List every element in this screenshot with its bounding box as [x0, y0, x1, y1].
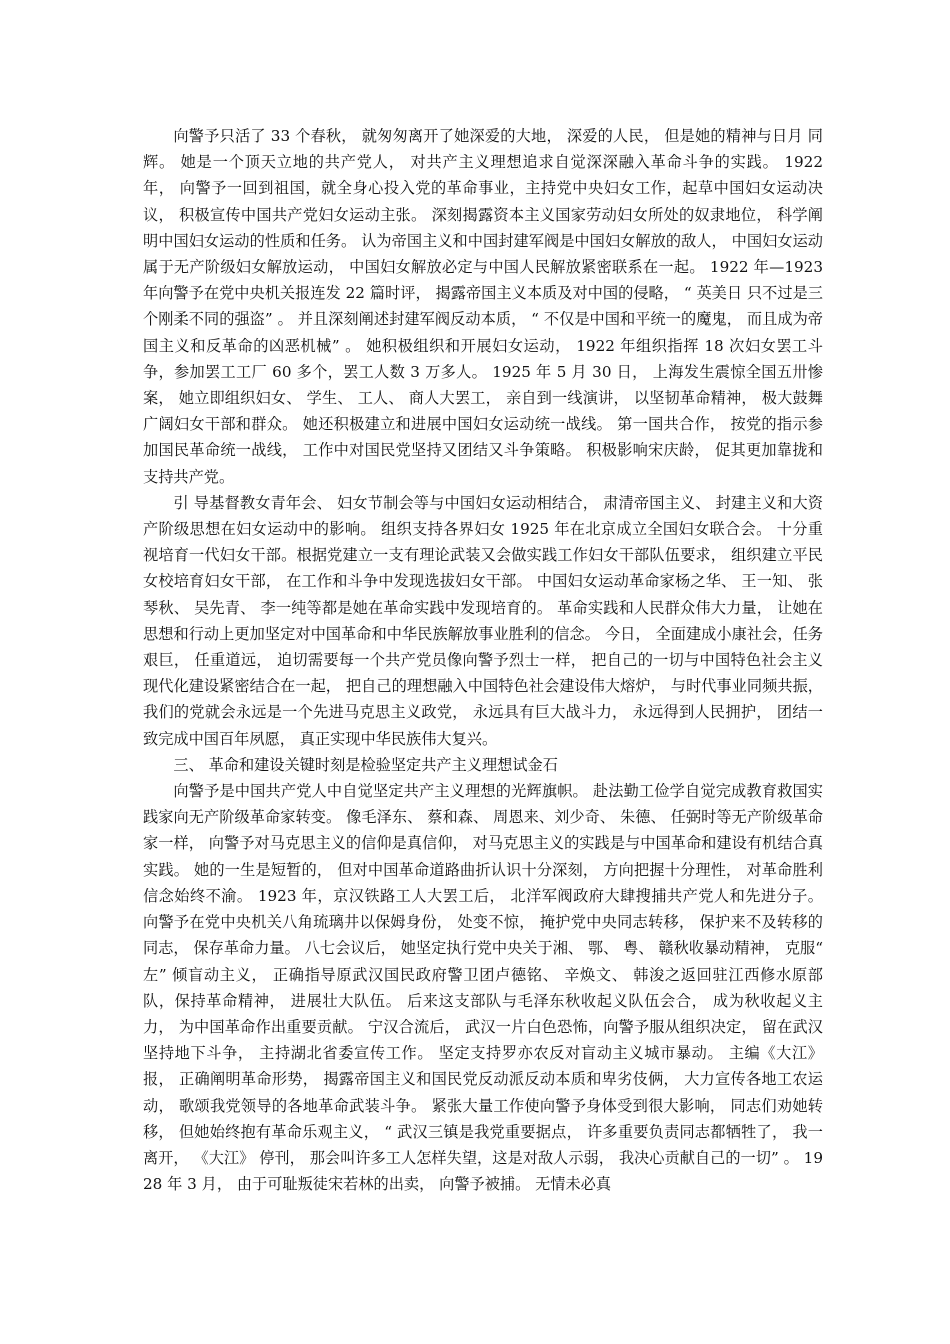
- document-page: [143, 123, 823, 1197]
- paragraph-1: 向警予只活了 33 个春秋， 就匆匆离开了她深爱的大地， 深爱的人民， 但是她的精神与日月 同辉。 她是一个顶天立地的共产党人， 对共产主义理想追求自觉深深融入革命斗争的实践。 1922 年， 向警予一回到祖国，就全身心投入党的革命事业，主持党中央妇女工作，起草中国妇女运动决议， 积极宣传中国共产党妇女运动主张。 深刻揭露资本主义国家劳动妇女所处的奴隶地位， 科学阐明中国妇女运动的性质和任务。 认为帝国主义和中国封建军阀是中国妇女解放的敌人， 中国妇女运动属于无产阶级妇女解放运动， 中国妇女解放必定与中国人民解放紧密联系在一起。 1922 年—1923 年向警予在党中央机关报连发 22 篇时评， 揭露帝国主义本质及对中国的侵略， “ 英美日 只不过是三个刚柔不同的强盗” 。 并且深刻阐述封建军阀反动本质， “ 不仅是中国和平统一的魔鬼， 而且成为帝国主义和反革命的凶恶机械” 。 她积极组织和开展妇女运动， 1922 年组织指挥 18 次妇女罢工斗争，参加罢工工厂 60 多个，罢工人数 3 万多人。 1925 年 5 月 30 日， 上海发生震惊全国五卅惨案， 她立即组织妇女、 学生、 工人、 商人大罢工， 亲自到一线演讲， 以坚韧革命精神， 极大鼓舞广阔妇女干部和群众。 她还积极建立和进展中国妇女运动统一战线。 第一国共合作， 按党的指示参加国民革命统一战线， 工作中对国民党坚持又团结又斗争策略。 积极影响宋庆龄， 促其更加靠拢和支持共产党。: [143, 127, 823, 486]
- section-heading: 三、 革命和建设关键时刻是检验坚定共产主义理想试金石: [173, 755, 558, 774]
- paragraph-2: 引 导基督教女青年会、 妇女节制会等与中国妇女运动相结合， 肃清帝国主义、 封建主义和大资产阶级思想在妇女运动中的影响。 组织支持各界妇女 1925 年在北京成立全国妇女联合会。 十分重视培育一代妇女干部。根据党建立一支有理论武装又会做实践工作妇女干部队伍要求， 组织建立平民女校培育妇女干部， 在工作和斗争中发现选拔妇女干部。 中国妇女运动革命家杨之华、 王一知、 张琴秋、 吴先青、 李一纯等都是她在革命实践中发现培育的。 革命实践和人民群众伟大力量， 让她在思想和行动上更加坚定对中国革命和中华民族解放事业胜利的信念。 今日， 全面建成小康社会，任务艰巨， 任重道远， 迫切需要每一个共产党员像向警予烈士一样， 把自己的一切与中国特色社会主义现代化建设紧密结合在一起， 把自己的理想融入中国特色社会建设伟大熔炉， 与时代事业同频共振， 我们的党就会永远是一个先进马克思主义政党， 永远具有巨大战斗力， 永远得到人民拥护， 团结一致完成中国百年夙愿， 真正实现中华民族伟大复兴。: [143, 493, 823, 748]
- paragraph-3: 向警予是中国共产党人中自觉坚定共产主义理想的光辉旗帜。 赴法勤工俭学自觉完成教育救国实践家向无产阶级革命家转变。 像毛泽东、 蔡和森、 周恩来、刘少奇、 朱德、 任弼时等无产阶级革命家一样， 向警予对马克思主义的信仰是真信仰， 对马克思主义的实践是与中国革命和建设有机结合真实践。 她的一生是短暂的， 但对中国革命道路曲折认识十分深刻， 方向把握十分理性， 对革命胜利信念始终不渝。 1923 年，京汉铁路工人大罢工后， 北洋军阀政府大肆搜捕共产党人和先进分子。 向警予在党中央机关八角琉璃井以保姆身份， 处变不惊， 掩护党中央同志转移， 保护来不及转移的同志， 保存革命力量。 八七会议后， 她坚定执行党中央关于湘、 鄂、 粤、 赣秋收暴动精神， 克服“ 左” 倾盲动主义， 正确指导原武汉国民政府警卫团卢德铭、 辛焕文、 韩浚之返回驻江西修水原部队，保持革命精神， 进展壮大队伍。 后来这支部队与毛泽东秋收起义队伍会合， 成为秋收起义主力， 为中国革命作出重要贡献。 宁汉合流后， 武汉一片白色恐怖，向警予服从组织决定， 留在武汉坚持地下斗争， 主持湖北省委宣传工作。 坚定支持罗亦农反对盲动主义城市暴动。 主编《大江》 报， 正确阐明革命形势， 揭露帝国主义和国民党反动派反动本质和卑劣伎俩， 大力宣传各地工农运动， 歌颂我党领导的各地革命武装斗争。 紧张大量工作使向警予身体受到很大影响， 同志们劝她转移， 但她始终抱有革命乐观主义， “ 武汉三镇是我党重要据点， 许多重要负责同志都牺牲了， 我一离开， 《大江》 停刊， 那会叫许多工人怎样失望，这是对敌人示弱， 我决心贡献自己的一切” 。 1928 年 3 月， 由于可耻叛徒宋若林的出卖， 向警予被捕。 无情未必真: [143, 782, 823, 1194]
